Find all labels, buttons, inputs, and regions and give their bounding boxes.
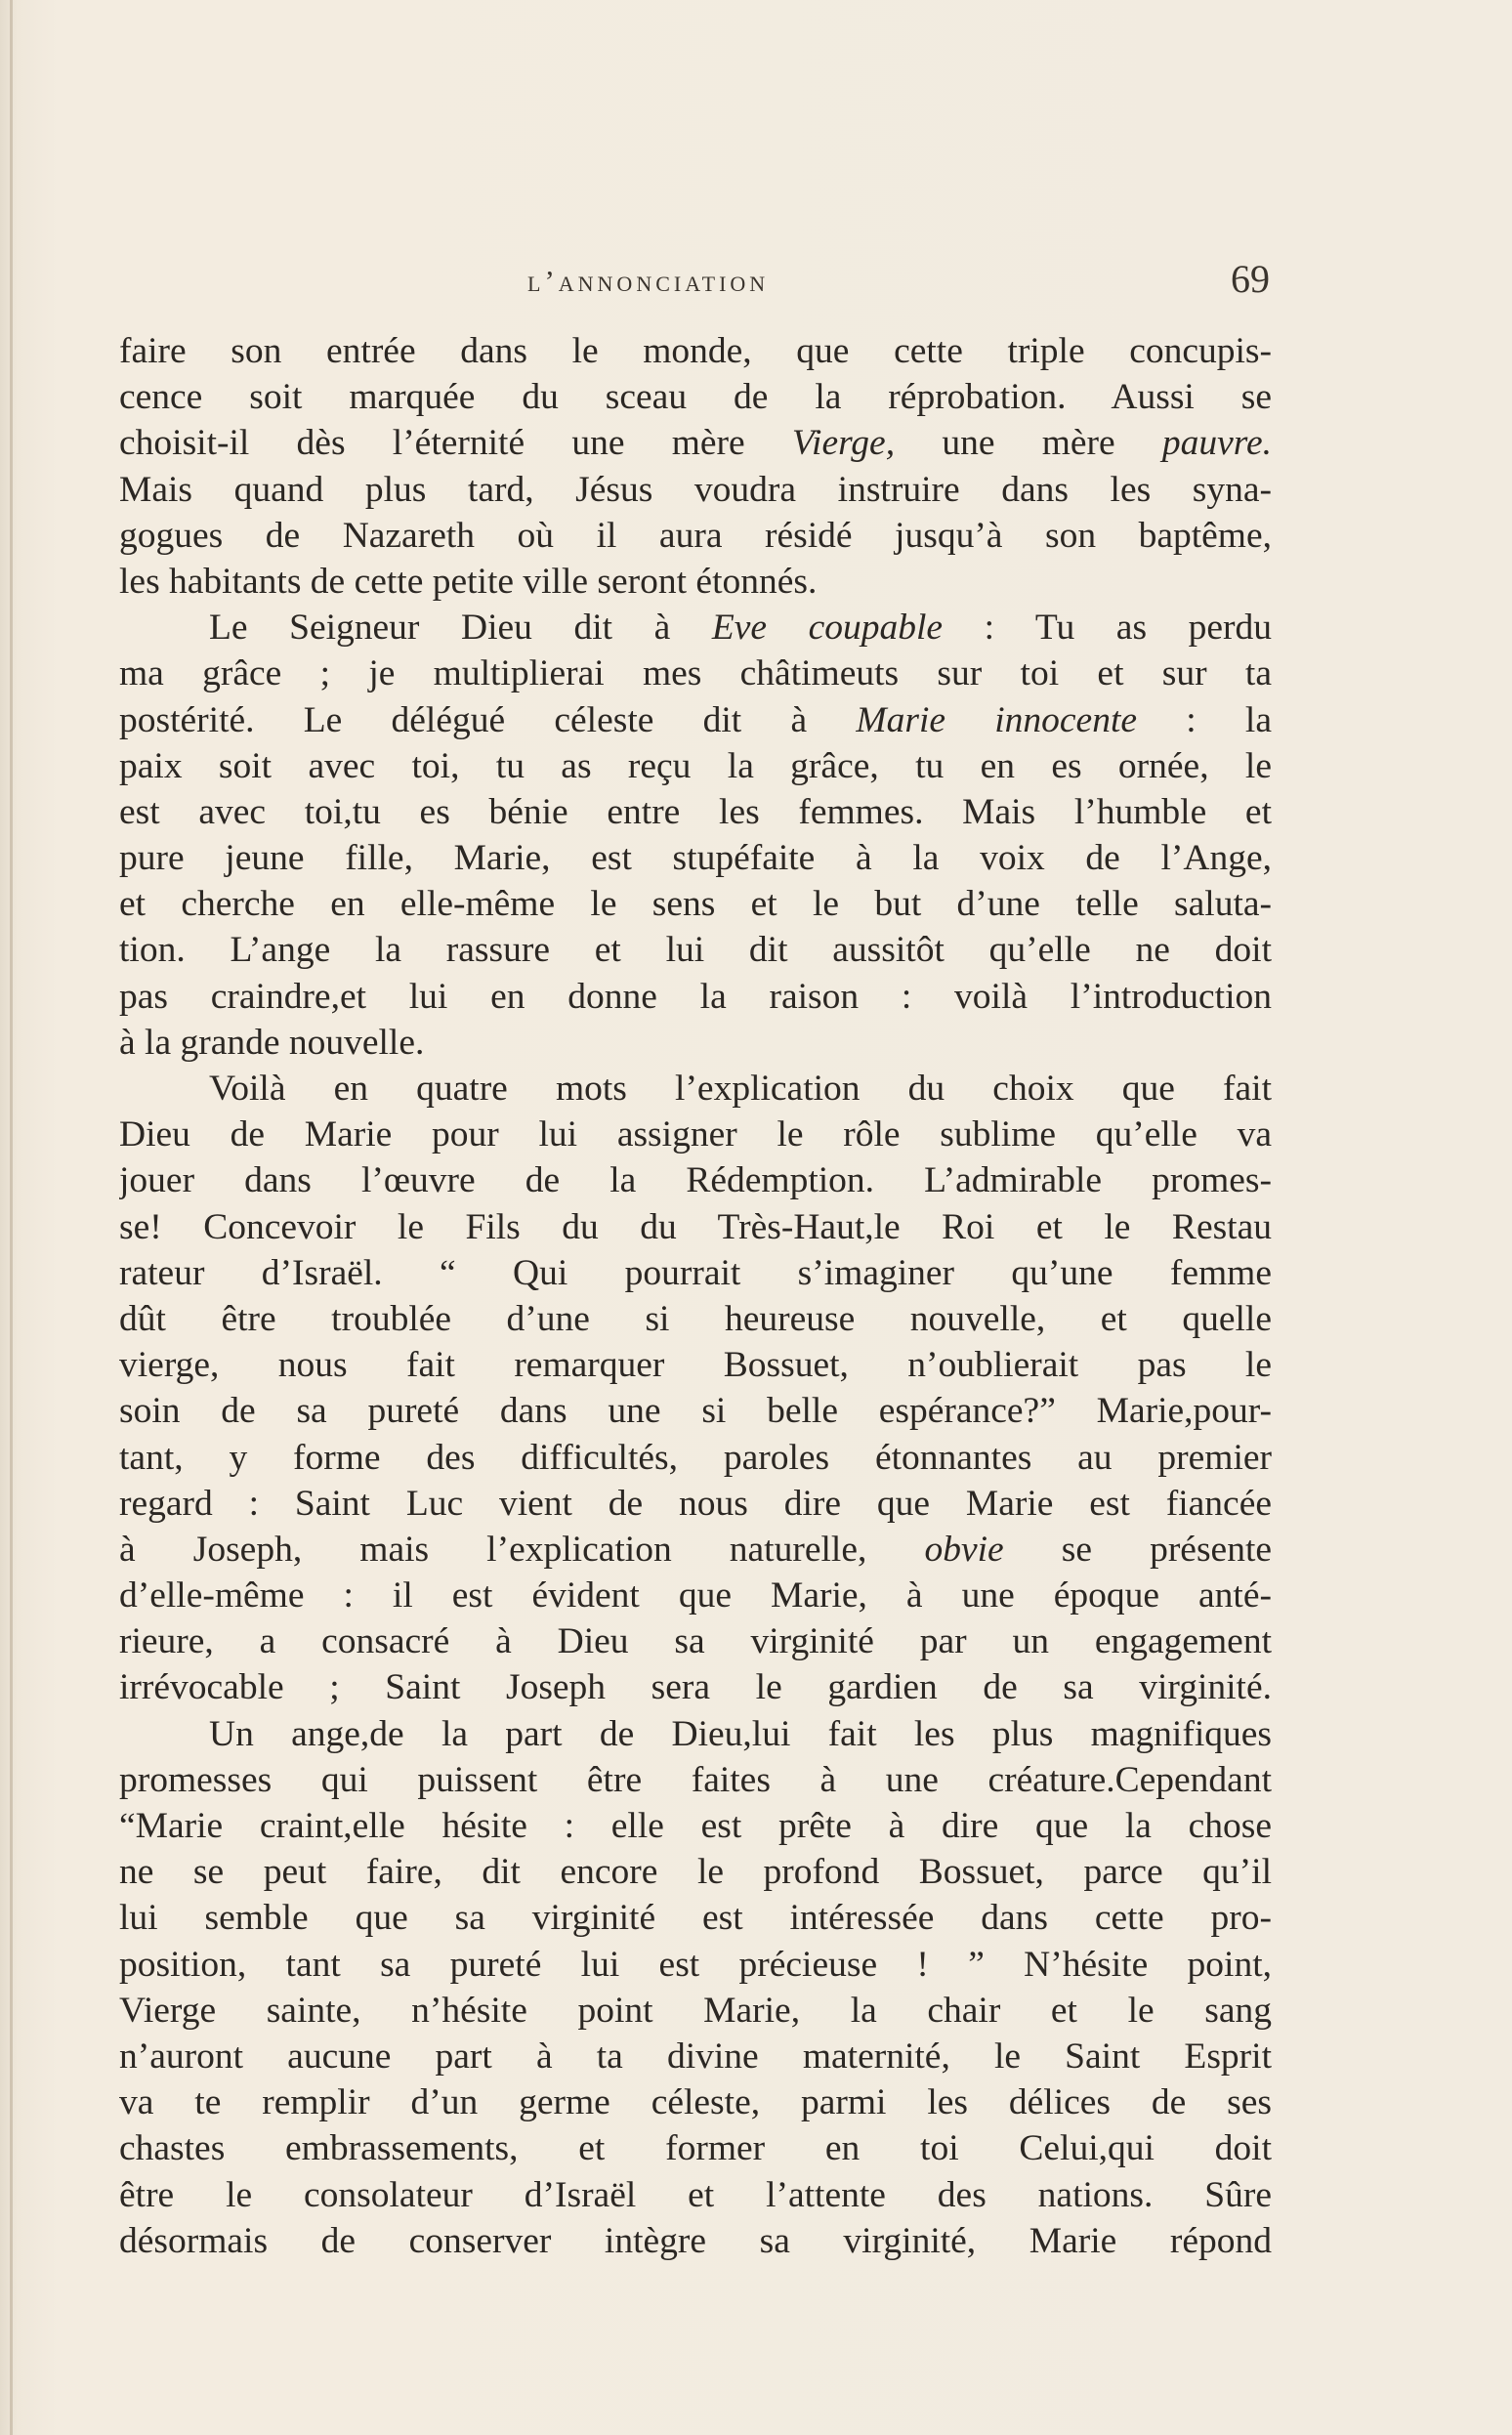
text-segment: : Tu as perdu	[943, 608, 1272, 649]
text-line: paix soit avec toi, tu as reçu la grâce, tu en es ornée, le	[119, 745, 1272, 786]
text-line: et cherche en elle-même le sens et le but d’une telle saluta-	[119, 884, 1272, 925]
text-line: les habitants de cette petite ville seront étonnés.	[119, 561, 818, 602]
italic-phrase: obvie	[924, 1529, 1004, 1570]
text-line: pas craindre,et lui en donne la raison : voilà l’introduction	[119, 976, 1272, 1017]
text-line: à la grande nouvelle.	[119, 1022, 425, 1063]
text-line: dût être troublée d’une si heureuse nouvelle, et quelle	[119, 1298, 1272, 1339]
text-line	[119, 420, 1272, 466]
page-number: 69	[1231, 257, 1270, 301]
text-line: être le consolateur d’Israël et l’attente des nations. Sûre	[119, 2174, 1272, 2215]
text-line: promesses qui puissent être faites à une créature.Cependant	[119, 1759, 1272, 1800]
text-line: lui semble que sa virginité est intéressée dans cette pro-	[119, 1898, 1272, 1939]
text-segment: postérité. Le délégué céleste dit à	[119, 699, 857, 740]
text-segment: se présente	[1003, 1529, 1272, 1570]
text-line: se! Concevoir le Fils du du Très-Haut,le Roi et le Restau	[119, 1206, 1272, 1247]
text-line: jouer dans l’œuvre de la Rédemption. L’admirable promes-	[119, 1160, 1272, 1201]
text-line: Un ange,de la part de Dieu,lui fait les plus magnifiques	[209, 1713, 1272, 1754]
text-line: Mais quand plus tard, Jésus voudra instruire dans les syna-	[119, 469, 1272, 510]
running-title: l’annonciation	[527, 264, 770, 298]
text-line: regard : Saint Luc vient de nous dire que Marie est fiancée	[119, 1483, 1272, 1524]
text-segment: Le Seigneur Dieu dit à	[209, 608, 712, 649]
text-line: ne se peut faire, dit encore le profond Bossuet, parce qu’il	[119, 1852, 1272, 1893]
text-line: pure jeune fille, Marie, est stupéfaite à la voix de l’Ange,	[119, 838, 1272, 879]
text-line: gogues de Nazareth où il aura résidé jusqu’à son baptême,	[119, 515, 1272, 556]
page-header	[117, 256, 1270, 305]
text-line: va te remplir d’un germe céleste, parmi les délices de ses	[119, 2082, 1272, 2123]
text-line: “Marie craint,elle hésite : elle est prête à dire que la chose	[119, 1806, 1272, 1846]
text-segment: choisit-il dès l’éternité une mère	[119, 423, 792, 464]
text-line: est avec toi,tu es bénie entre les femmes. Mais l’humble et	[119, 791, 1272, 832]
text-line: Voilà en quatre mots l’explication du choix que fait	[209, 1069, 1272, 1109]
text-line: Vierge sainte, n’hésite point Marie, la chair et le sang	[119, 1990, 1272, 2031]
text-line: cence soit marquée du sceau de la réprobation. Aussi se	[119, 377, 1272, 418]
text-line: tion. L’ange la rassure et lui dit aussitôt qu’elle ne doit	[119, 930, 1272, 971]
text-line	[119, 697, 1272, 743]
text-line: rieure, a consacré à Dieu sa virginité par un engagement	[119, 1621, 1272, 1662]
text-line: soin de sa pureté dans une si belle espérance?” Marie,pour-	[119, 1391, 1272, 1432]
text-line: tant, y forme des difficultés, paroles étonnantes au premier	[119, 1437, 1272, 1478]
text-segment: : la	[1137, 699, 1272, 740]
text-line: faire son entrée dans le monde, que cette triple concupis-	[119, 331, 1272, 371]
italic-phrase: Vierge,	[791, 423, 896, 464]
text-line: irrévocable ; Saint Joseph sera le gardien de sa virginité.	[119, 1667, 1272, 1708]
text-line: chastes embrassements, et former en toi Celui,qui doit	[119, 2128, 1272, 2169]
text-line: ma grâce ; je multiplierai mes châtimeuts sur toi et sur ta	[119, 653, 1272, 694]
body-text	[119, 328, 1272, 2264]
italic-phrase: Eve coupable	[711, 608, 944, 649]
binding-edge	[10, 0, 13, 2435]
text-line: rateur d’Israël. “ Qui pourrait s’imaginer qu’une femme	[119, 1252, 1272, 1293]
italic-phrase: pauvre.	[1161, 423, 1272, 464]
text-segment: à Joseph, mais l’explication naturelle,	[119, 1529, 925, 1570]
text-line: d’elle-même : il est évident que Marie, à une époque anté-	[119, 1575, 1272, 1616]
italic-phrase: Marie innocente	[856, 699, 1138, 740]
text-line: n’auront aucune part à ta divine maternité, le Saint Esprit	[119, 2036, 1272, 2077]
text-line	[119, 1527, 1272, 1573]
text-line: position, tant sa pureté lui est précieuse ! ” N’hésite point,	[119, 1944, 1272, 1985]
text-segment: une mère	[895, 423, 1162, 464]
text-line	[119, 605, 1272, 651]
text-line: Dieu de Marie pour lui assigner le rôle sublime qu’elle va	[119, 1114, 1272, 1155]
text-line: vierge, nous fait remarquer Bossuet, n’oublierait pas le	[119, 1345, 1272, 1386]
text-line: désormais de conserver intègre sa virginité, Marie répond	[119, 2220, 1272, 2261]
